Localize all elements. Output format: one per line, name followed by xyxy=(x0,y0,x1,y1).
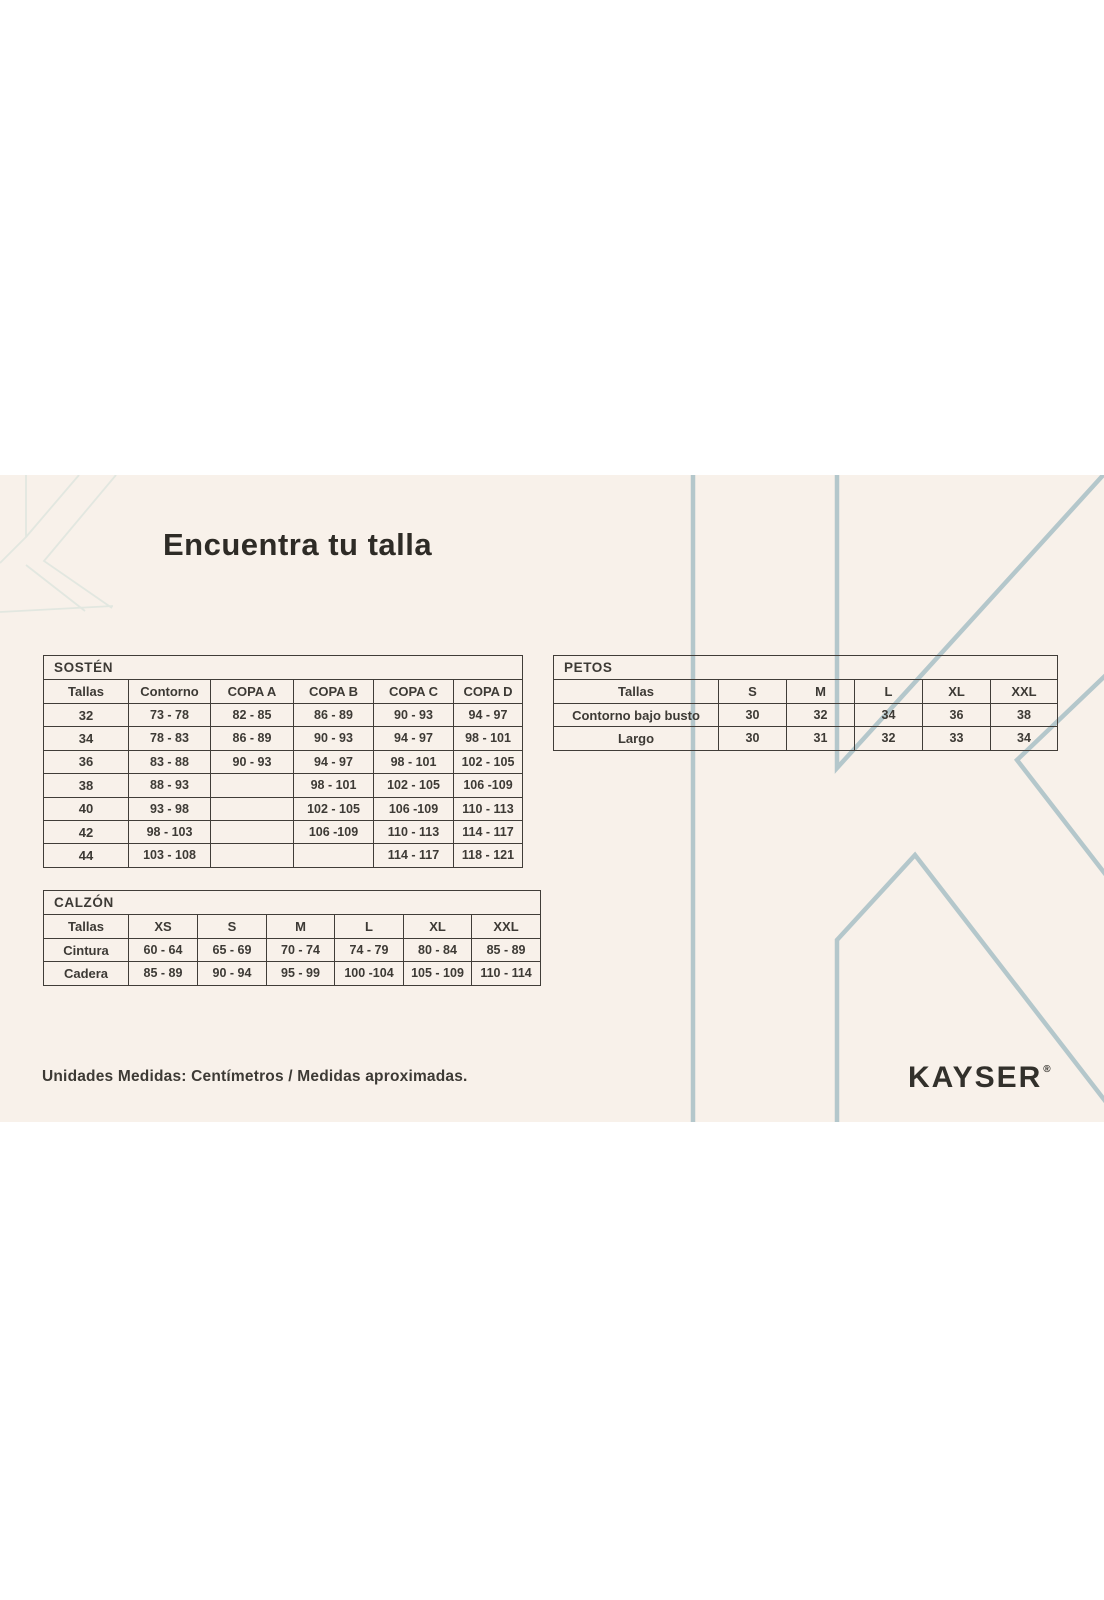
sosten-size-table xyxy=(43,655,522,868)
cell: 36 xyxy=(923,704,991,727)
cell: 110 - 114 xyxy=(472,962,541,985)
units-note: Unidades Medidas: Centímetros / Medidas aproximadas. xyxy=(42,1068,468,1085)
table-row xyxy=(44,962,541,985)
cell: 98 - 101 xyxy=(454,727,523,750)
cell: 30 xyxy=(719,727,787,750)
table-row xyxy=(554,727,1058,750)
column-header: Tallas xyxy=(44,915,129,939)
table-row xyxy=(44,797,523,820)
row-label: Cintura xyxy=(44,939,129,962)
cell: 90 - 93 xyxy=(294,727,374,750)
column-header: Contorno xyxy=(129,680,211,704)
cell: 80 - 84 xyxy=(404,939,472,962)
cell: 98 - 103 xyxy=(129,820,211,843)
cell: 85 - 89 xyxy=(472,939,541,962)
table-row xyxy=(44,704,523,727)
row-label: 38 xyxy=(44,774,129,797)
cell: 98 - 101 xyxy=(294,774,374,797)
cell xyxy=(294,844,374,867)
cell xyxy=(211,844,294,867)
cell: 82 - 85 xyxy=(211,704,294,727)
row-label: 32 xyxy=(44,704,129,727)
cell: 93 - 98 xyxy=(129,797,211,820)
cell: 114 - 117 xyxy=(374,844,454,867)
column-header: COPA B xyxy=(294,680,374,704)
cell: 105 - 109 xyxy=(404,962,472,985)
column-header: XS xyxy=(129,915,198,939)
column-header: L xyxy=(335,915,404,939)
cell: 31 xyxy=(787,727,855,750)
kayser-logo-text: KAYSER xyxy=(908,1061,1043,1094)
cell: 106 -109 xyxy=(374,797,454,820)
cell xyxy=(211,820,294,843)
cell: 90 - 93 xyxy=(211,750,294,773)
row-label: Largo xyxy=(554,727,719,750)
table-row xyxy=(44,939,541,962)
cell: 90 - 93 xyxy=(374,704,454,727)
cell: 94 - 97 xyxy=(374,727,454,750)
table-title: PETOS xyxy=(554,656,1058,680)
cell: 60 - 64 xyxy=(129,939,198,962)
column-header: Tallas xyxy=(44,680,129,704)
kayser-logo xyxy=(908,1061,1050,1095)
column-header: XXL xyxy=(991,680,1058,704)
cell: 102 - 105 xyxy=(294,797,374,820)
column-header: COPA A xyxy=(211,680,294,704)
cell: 98 - 101 xyxy=(374,750,454,773)
column-header: M xyxy=(267,915,335,939)
cell: 100 -104 xyxy=(335,962,404,985)
column-header: XXL xyxy=(472,915,541,939)
column-header: M xyxy=(787,680,855,704)
table-title: CALZÓN xyxy=(44,891,541,915)
column-header: S xyxy=(198,915,267,939)
column-header: COPA C xyxy=(374,680,454,704)
petos-size-table xyxy=(553,655,1057,751)
column-header: XL xyxy=(923,680,991,704)
cell xyxy=(211,774,294,797)
row-label: 34 xyxy=(44,727,129,750)
cell: 85 - 89 xyxy=(129,962,198,985)
cell: 70 - 74 xyxy=(267,939,335,962)
cell: 118 - 121 xyxy=(454,844,523,867)
registered-trademark-icon: ® xyxy=(1043,1064,1051,1075)
cell: 95 - 99 xyxy=(267,962,335,985)
cell: 32 xyxy=(855,727,923,750)
table-row xyxy=(44,844,523,867)
cell: 106 -109 xyxy=(454,774,523,797)
cell xyxy=(211,797,294,820)
row-label: Cadera xyxy=(44,962,129,985)
column-header: S xyxy=(719,680,787,704)
row-label: 36 xyxy=(44,750,129,773)
cell: 103 - 108 xyxy=(129,844,211,867)
table-title: SOSTÉN xyxy=(44,656,523,680)
calzon-size-table xyxy=(43,890,540,986)
k-outline-faint xyxy=(0,475,116,612)
column-header: XL xyxy=(404,915,472,939)
row-label: 42 xyxy=(44,820,129,843)
table-row xyxy=(44,750,523,773)
cell: 110 - 113 xyxy=(374,820,454,843)
cell: 102 - 105 xyxy=(454,750,523,773)
cell: 114 - 117 xyxy=(454,820,523,843)
cell: 102 - 105 xyxy=(374,774,454,797)
content-band xyxy=(0,475,1104,1122)
cell: 65 - 69 xyxy=(198,939,267,962)
cell: 34 xyxy=(855,704,923,727)
table-row xyxy=(44,727,523,750)
row-label: 40 xyxy=(44,797,129,820)
table-row xyxy=(44,820,523,843)
row-label: Contorno bajo busto xyxy=(554,704,719,727)
row-label: 44 xyxy=(44,844,129,867)
cell: 30 xyxy=(719,704,787,727)
cell: 94 - 97 xyxy=(454,704,523,727)
cell: 32 xyxy=(787,704,855,727)
cell: 83 - 88 xyxy=(129,750,211,773)
cell: 74 - 79 xyxy=(335,939,404,962)
cell: 106 -109 xyxy=(294,820,374,843)
cell: 73 - 78 xyxy=(129,704,211,727)
column-header: Tallas xyxy=(554,680,719,704)
cell: 86 - 89 xyxy=(211,727,294,750)
table-row xyxy=(554,704,1058,727)
cell: 33 xyxy=(923,727,991,750)
k-outline-large xyxy=(693,475,1104,1122)
page-title: Encuentra tu talla xyxy=(163,527,433,562)
table-row xyxy=(44,774,523,797)
cell: 38 xyxy=(991,704,1058,727)
column-header: L xyxy=(855,680,923,704)
cell: 78 - 83 xyxy=(129,727,211,750)
cell: 90 - 94 xyxy=(198,962,267,985)
column-header: COPA D xyxy=(454,680,523,704)
cell: 88 - 93 xyxy=(129,774,211,797)
cell: 110 - 113 xyxy=(454,797,523,820)
cell: 86 - 89 xyxy=(294,704,374,727)
cell: 34 xyxy=(991,727,1058,750)
cell: 94 - 97 xyxy=(294,750,374,773)
